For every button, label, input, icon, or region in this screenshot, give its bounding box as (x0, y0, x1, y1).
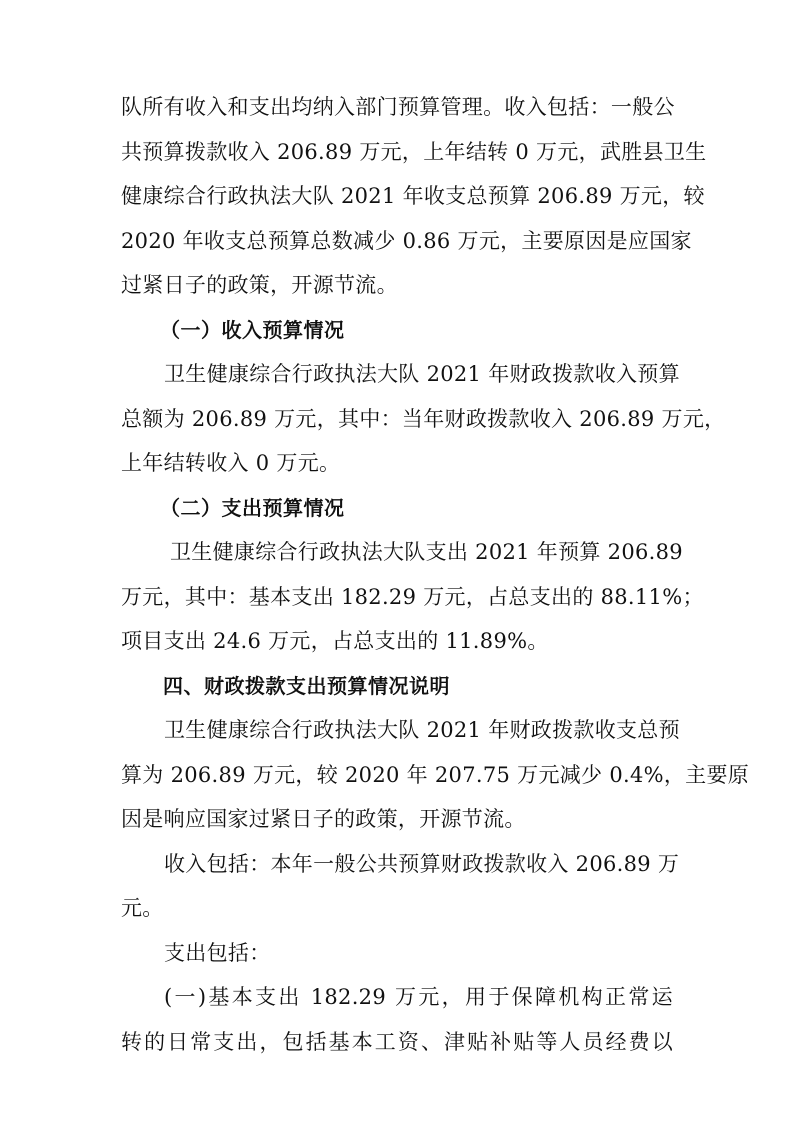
expense-line-1: (一)基本支出 182.29 万元，用于保障机构正常运 (164, 985, 673, 1009)
expense-intro: 支出包括： (164, 940, 271, 965)
section2-line-3: 项目支出 24.6 万元，占总支出的 11.89%。 (121, 629, 549, 653)
income-line-2: 元。 (121, 896, 164, 920)
section1-heading: （一）收入预算情况 (160, 317, 345, 342)
section4-heading: 四、财政拨款支出预算情况说明 (163, 673, 450, 698)
section4-line-2: 算为 206.89 万元，较 2020 年 207.75 万元减少 0.4%，主要原 (121, 762, 750, 787)
section4-line-3: 因是响应国家过紧日子的政策，开源节流。 (121, 807, 526, 831)
section1-line-3: 上年结转收入 0 万元。 (121, 451, 341, 475)
paragraph1-line-5: 过紧日子的政策，开源节流。 (121, 273, 398, 297)
paragraph1-line-1: 队所有收入和支出均纳入部门预算管理。收入包括：一般公 (121, 95, 675, 119)
section2-line-1: 卫生健康综合行政执法大队支出 2021 年预算 206.89 (170, 540, 683, 564)
paragraph1-line-3: 健康综合行政执法大队 2021 年收支总预算 206.89 万元，较 (121, 184, 705, 208)
section2-heading: （二）支出预算情况 (160, 495, 345, 520)
expense-line-2: 转的日常支出，包括基本工资、津贴补贴等人员经费以 (121, 1029, 673, 1054)
section2-line-2: 万元，其中：基本支出 182.29 万元，占总支出的 88.11%； (121, 584, 704, 609)
paragraph1-line-2: 共预算拨款收入 206.89 万元，上年结转 0 万元，武胜县卫生 (121, 139, 707, 164)
paragraph1-line-4: 2020 年收支总预算总数减少 0.86 万元，主要原因是应国家 (121, 228, 692, 253)
section1-line-2: 总额为 206.89 万元，其中：当年财政拨款收入 206.89 万元， (121, 406, 726, 431)
section1-line-1: 卫生健康综合行政执法大队 2021 年财政拨款收入预算 (164, 362, 680, 386)
income-line-1: 收入包括：本年一般公共预算财政拨款收入 206.89 万 (164, 851, 680, 876)
section4-line-1: 卫生健康综合行政执法大队 2021 年财政拨款收支总预 (164, 718, 680, 742)
